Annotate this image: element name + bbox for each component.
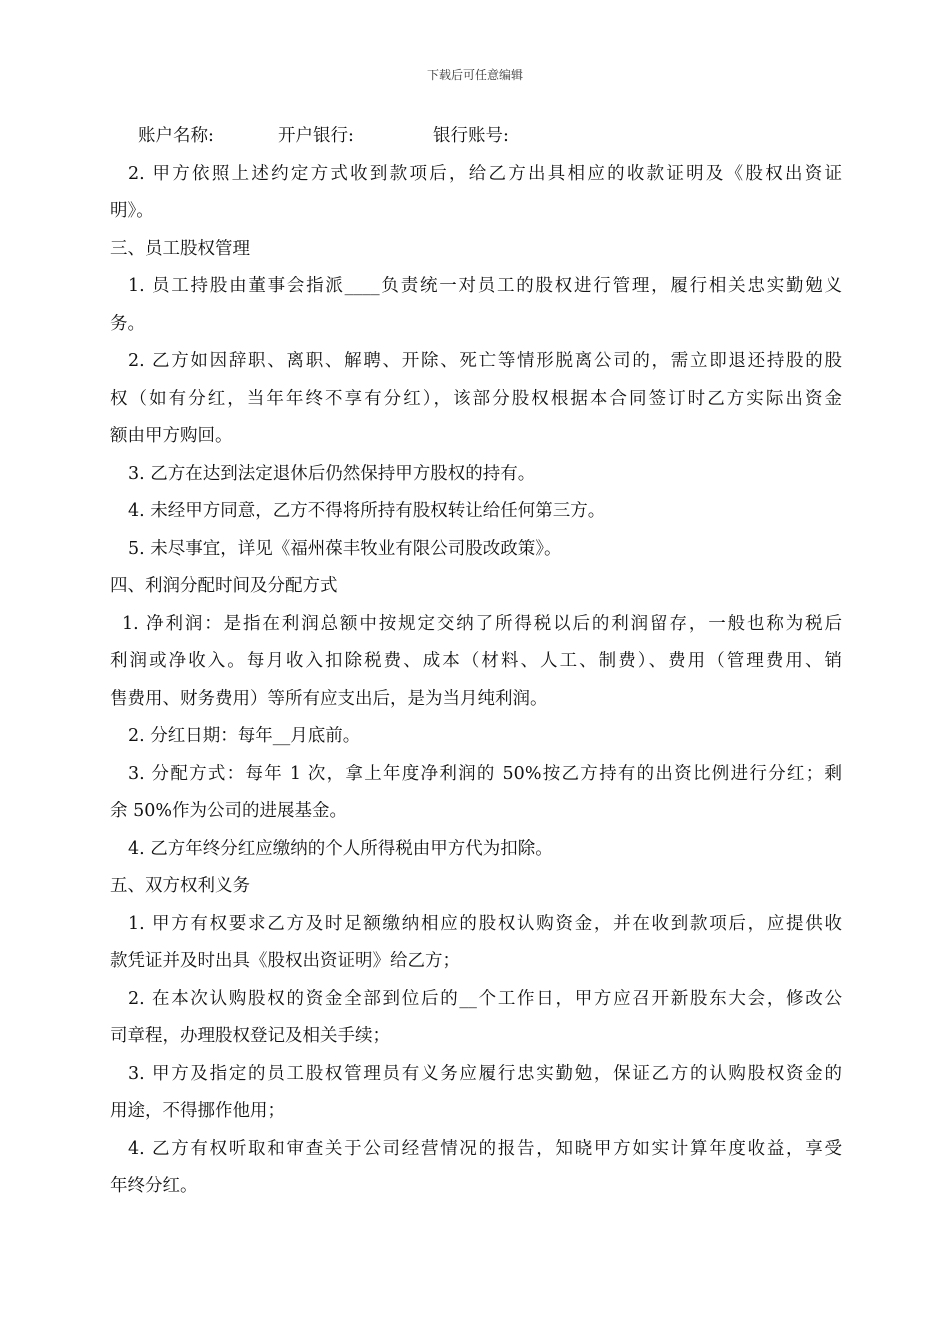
- section-heading-3: 三、员工股权管理: [110, 238, 250, 259]
- account-name-label: 账户名称:: [138, 126, 214, 146]
- paragraph-line: 额由甲方购回。: [110, 426, 233, 446]
- paragraph-line: 5. 未尽事宜，详见《福州葆丰牧业有限公司股改政策》。: [128, 538, 562, 559]
- paragraph-line: 售费用、财务费用）等所有应支出后，是为当月纯利润。: [110, 688, 548, 709]
- paragraph-line: 4. 乙方有权听取和审查关于公司经营情况的报告，知晓甲方如实计算年度收益，享受: [128, 1138, 842, 1159]
- account-info-line: [110, 118, 842, 156]
- paragraph-line: 务。: [110, 313, 145, 334]
- paragraph-line: 3. 乙方在达到法定退休后仍然保持甲方股权的持有。: [128, 463, 536, 484]
- paragraph-line: 余 50%作为公司的进展基金。: [110, 801, 347, 821]
- paragraph-line: 1. 净利润：是指在利润总额中按规定交纳了所得税以后的利润留存，一般也称为税后: [122, 613, 842, 634]
- paragraph-line: 3. 甲方及指定的员工股权管理员有义务应履行忠实勤勉，保证乙方的认购股权资金的: [128, 1063, 842, 1084]
- account-number-label: 银行账号:: [433, 126, 509, 146]
- document-body: [110, 118, 842, 1206]
- paragraph-line: 2. 分红日期：每年__月底前。: [128, 726, 361, 746]
- paragraph-line: 司章程，办理股权登记及相关手续；: [110, 1026, 390, 1046]
- paragraph-line: 2. 甲方依照上述约定方式收到款项后，给乙方出具相应的收款证明及《股权出资证: [128, 163, 842, 184]
- paragraph-line: 1. 甲方有权要求乙方及时足额缴纳相应的股权认购资金，并在收到款项后，应提供收: [128, 913, 842, 934]
- paragraph-line: 权（如有分红，当年年终不享有分红），该部分股权根据本合同签订时乙方实际出资金: [110, 388, 842, 409]
- paragraph-line: 4. 乙方年终分红应缴纳的个人所得税由甲方代为扣除。: [128, 838, 553, 859]
- paragraph-line: 2. 在本次认购股权的资金全部到位后的__个工作日，甲方应召开新股东大会，修改公: [128, 988, 842, 1009]
- paragraph-line: 1. 员工持股由董事会指派____负责统一对员工的股权进行管理，履行相关忠实勤勉义: [128, 276, 842, 296]
- paragraph-line: 2. 乙方如因辞职、离职、解聘、开除、死亡等情形脱离公司的，需立即退还持股的股: [128, 351, 842, 371]
- paragraph-line: 利润或净收入。每月收入扣除税费、成本（材料、人工、制费）、费用（管理费用、销: [110, 651, 842, 671]
- section-heading-5: 五、双方权利义务: [110, 876, 250, 896]
- paragraph-line: 3. 分配方式：每年 1 次，拿上年度净利润的 50%按乙方持有的出资比例进行分红；剩: [128, 763, 842, 784]
- paragraph-line: 年终分红。: [110, 1176, 198, 1196]
- paragraph-line: 用途，不得挪作他用；: [110, 1101, 285, 1121]
- paragraph-line: 明》。: [110, 201, 154, 221]
- header-note: 下载后可任意编辑: [426, 68, 523, 82]
- paragraph-line: 款凭证并及时出具《股权出资证明》给乙方；: [110, 951, 460, 971]
- paragraph-line: 4. 未经甲方同意，乙方不得将所持有股权转让给任何第三方。: [128, 501, 606, 521]
- section-heading-4: 四、利润分配时间及分配方式: [110, 576, 338, 596]
- bank-name-label: 开户银行:: [278, 126, 354, 146]
